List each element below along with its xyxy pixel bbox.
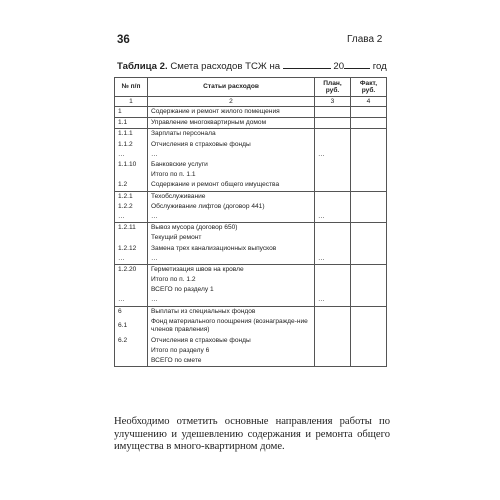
table-caption bbox=[117, 59, 387, 72]
cell-plan bbox=[315, 191, 351, 202]
cell-plan bbox=[315, 306, 351, 317]
cell-fact bbox=[351, 118, 387, 129]
cell-number: … bbox=[115, 212, 148, 223]
cell-fact bbox=[351, 223, 387, 234]
chapter-title: Глава 2 bbox=[347, 34, 383, 45]
cell-fact bbox=[351, 150, 387, 160]
cell-fact bbox=[351, 233, 387, 243]
cell-item: Итого по п. 1.1 bbox=[148, 170, 315, 180]
cell-item: Обслуживание лифтов (договор 441) bbox=[148, 202, 315, 212]
table-row bbox=[115, 180, 387, 191]
cell-plan bbox=[315, 285, 351, 295]
cell-number: 6 bbox=[115, 306, 148, 317]
cell-item: Итого по разделу 6 bbox=[148, 346, 315, 356]
col-num-1: 1 bbox=[115, 97, 148, 107]
cell-item: ВСЕГО по разделу 1 bbox=[148, 285, 315, 295]
table-row bbox=[115, 317, 387, 336]
cell-number: 1.2.2 bbox=[115, 202, 148, 212]
cell-item: Выплаты из специальных фондов bbox=[148, 306, 315, 317]
header-fact: Факт, руб. bbox=[351, 78, 387, 97]
cell-item: … bbox=[148, 295, 315, 306]
table-row bbox=[115, 336, 387, 346]
table-body bbox=[115, 107, 387, 367]
expense-table bbox=[114, 77, 387, 367]
cell-plan bbox=[315, 346, 351, 356]
cell-number: … bbox=[115, 150, 148, 160]
cell-plan: … bbox=[315, 212, 351, 223]
cell-item: Фонд материального поощрения (вознагражде-ние членов правления) bbox=[148, 317, 315, 336]
cell-plan bbox=[315, 118, 351, 129]
cell-number: … bbox=[115, 254, 148, 265]
table-row bbox=[115, 295, 387, 306]
cell-fact bbox=[351, 336, 387, 346]
cell-plan bbox=[315, 160, 351, 170]
col-num-3: 3 bbox=[315, 97, 351, 107]
table-row bbox=[115, 243, 387, 253]
cell-plan bbox=[315, 180, 351, 191]
cell-item: Отчисления в страховые фонды bbox=[148, 336, 315, 346]
cell-fact bbox=[351, 243, 387, 253]
cell-item: Итого по п. 1.2 bbox=[148, 275, 315, 285]
cell-item: Герметизация швов на кровле bbox=[148, 264, 315, 275]
cell-plan: … bbox=[315, 254, 351, 265]
cell-number bbox=[115, 275, 148, 285]
cell-number: 1.1.10 bbox=[115, 160, 148, 170]
table-row bbox=[115, 223, 387, 234]
cell-fact bbox=[351, 264, 387, 275]
cell-item: Содержание и ремонт жилого помещения bbox=[148, 107, 315, 118]
table-row bbox=[115, 356, 387, 367]
cell-fact bbox=[351, 306, 387, 317]
cell-fact bbox=[351, 191, 387, 202]
header-items: Статьи расходов bbox=[148, 78, 315, 97]
table-caption-suffix: год bbox=[370, 61, 387, 72]
table-caption-year-prefix: 20 bbox=[330, 61, 345, 72]
col-num-4: 4 bbox=[351, 97, 387, 107]
table-row bbox=[115, 212, 387, 223]
cell-plan bbox=[315, 170, 351, 180]
cell-number: 1.2.1 bbox=[115, 191, 148, 202]
cell-plan bbox=[315, 223, 351, 234]
cell-number bbox=[115, 170, 148, 180]
cell-number bbox=[115, 233, 148, 243]
caption-blank-2 bbox=[344, 59, 370, 69]
table-row bbox=[115, 233, 387, 243]
cell-plan bbox=[315, 140, 351, 150]
cell-fact bbox=[351, 295, 387, 306]
cell-fact bbox=[351, 170, 387, 180]
cell-plan: … bbox=[315, 150, 351, 160]
cell-number: 1.1.2 bbox=[115, 140, 148, 150]
table-row bbox=[115, 129, 387, 140]
table-row bbox=[115, 264, 387, 275]
cell-item: … bbox=[148, 254, 315, 265]
cell-fact bbox=[351, 356, 387, 367]
cell-number: 1.1 bbox=[115, 118, 148, 129]
cell-fact bbox=[351, 129, 387, 140]
column-number-row bbox=[115, 97, 387, 107]
cell-fact bbox=[351, 346, 387, 356]
cell-item: Техобслуживание bbox=[148, 191, 315, 202]
table-row bbox=[115, 346, 387, 356]
cell-item: Вывоз мусора (договор 650) bbox=[148, 223, 315, 234]
page-number: 36 bbox=[117, 34, 130, 46]
cell-plan bbox=[315, 107, 351, 118]
cell-number bbox=[115, 356, 148, 367]
cell-number: 1.1.1 bbox=[115, 129, 148, 140]
cell-fact bbox=[351, 212, 387, 223]
table-row bbox=[115, 191, 387, 202]
cell-fact bbox=[351, 160, 387, 170]
cell-plan bbox=[315, 243, 351, 253]
table-row bbox=[115, 140, 387, 150]
cell-item: Замена трех канализационных выпусков bbox=[148, 243, 315, 253]
cell-item: ВСЕГО по смете bbox=[148, 356, 315, 367]
cell-item: … bbox=[148, 212, 315, 223]
cell-plan bbox=[315, 129, 351, 140]
header-number: № п/п bbox=[115, 78, 148, 97]
cell-number: … bbox=[115, 295, 148, 306]
cell-fact bbox=[351, 254, 387, 265]
cell-fact bbox=[351, 275, 387, 285]
cell-fact bbox=[351, 107, 387, 118]
table-row bbox=[115, 170, 387, 180]
cell-number: 1 bbox=[115, 107, 148, 118]
cell-item: Банковские услуги bbox=[148, 160, 315, 170]
cell-plan bbox=[315, 264, 351, 275]
table-header-row bbox=[115, 78, 387, 97]
cell-number: 6.2 bbox=[115, 336, 148, 346]
header-plan: План, руб. bbox=[315, 78, 351, 97]
cell-plan bbox=[315, 275, 351, 285]
table-row bbox=[115, 202, 387, 212]
cell-fact bbox=[351, 317, 387, 336]
table-row bbox=[115, 107, 387, 118]
cell-item: Содержание и ремонт общего имущества bbox=[148, 180, 315, 191]
cell-number: 6.1 bbox=[115, 317, 148, 336]
cell-plan: … bbox=[315, 295, 351, 306]
table-row bbox=[115, 306, 387, 317]
cell-fact bbox=[351, 285, 387, 295]
table-caption-text: Смета расходов ТСЖ на bbox=[167, 61, 283, 72]
cell-number bbox=[115, 346, 148, 356]
table-row bbox=[115, 160, 387, 170]
cell-plan bbox=[315, 233, 351, 243]
cell-number: 1.2 bbox=[115, 180, 148, 191]
cell-item: … bbox=[148, 150, 315, 160]
table-caption-label: Таблица 2. bbox=[117, 61, 168, 72]
cell-item: Управление многоквартирным домом bbox=[148, 118, 315, 129]
col-num-2: 2 bbox=[148, 97, 315, 107]
table-row bbox=[115, 254, 387, 265]
table-row bbox=[115, 118, 387, 129]
table-row bbox=[115, 275, 387, 285]
cell-fact bbox=[351, 180, 387, 191]
cell-number: 1.2.20 bbox=[115, 264, 148, 275]
cell-plan bbox=[315, 317, 351, 336]
cell-number: 1.2.11 bbox=[115, 223, 148, 234]
body-paragraph: Необходимо отметить основные направления работы по улучшению и удешевлению содержания и ремонта общего имущества в много-квартирном доме. bbox=[114, 416, 390, 452]
cell-item: Отчисления в страховые фонды bbox=[148, 140, 315, 150]
cell-number bbox=[115, 285, 148, 295]
cell-item: Зарплаты персонала bbox=[148, 129, 315, 140]
cell-number: 1.2.12 bbox=[115, 243, 148, 253]
cell-plan bbox=[315, 356, 351, 367]
cell-item: Текущий ремонт bbox=[148, 233, 315, 243]
table-row bbox=[115, 150, 387, 160]
cell-fact bbox=[351, 140, 387, 150]
cell-fact bbox=[351, 202, 387, 212]
caption-blank-1 bbox=[283, 59, 331, 69]
table-row bbox=[115, 285, 387, 295]
cell-plan bbox=[315, 202, 351, 212]
cell-plan bbox=[315, 336, 351, 346]
